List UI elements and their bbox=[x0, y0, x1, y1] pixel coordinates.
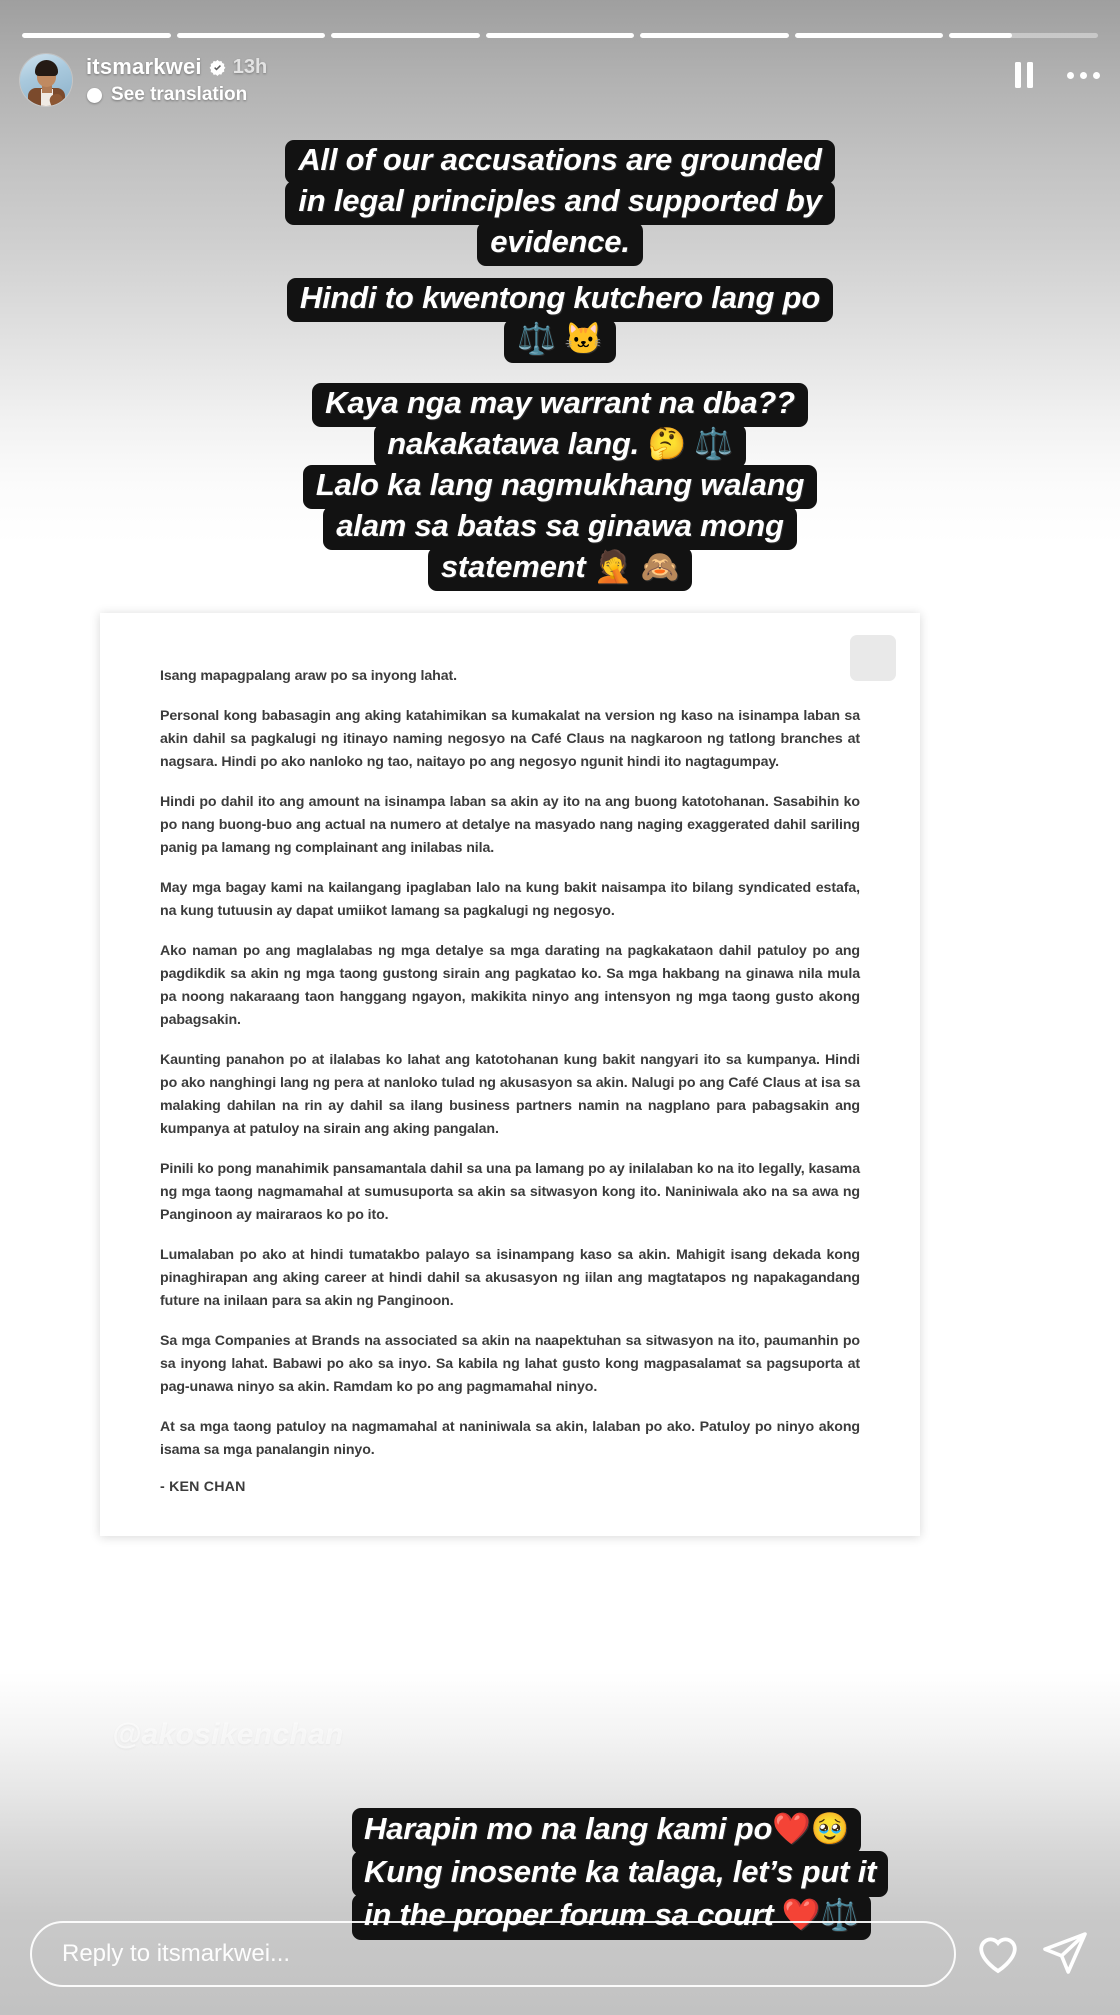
sticker-line: alam sa batas sa ginawa mong bbox=[323, 506, 797, 550]
document-paragraph: Hindi po dahil ito ang amount na isinampa laban sa akin ay ito na ang buong katotohanan. Sasabihin ko po nang buong-buo ang actual na numero at detalye na masyado nang naging exaggerated dahil sariling panig pa lamang ng complainant ang inilabas nila. bbox=[160, 794, 860, 856]
header-actions bbox=[1015, 52, 1100, 88]
sticker-line: in the proper forum sa court ❤️⚖️ bbox=[352, 1894, 871, 1940]
progress-segment bbox=[640, 33, 789, 38]
translate-dot-icon bbox=[87, 88, 102, 103]
emoji: 🤦 bbox=[593, 548, 633, 584]
sticker-line: evidence. bbox=[477, 222, 643, 266]
send-icon[interactable] bbox=[1040, 1930, 1090, 1978]
progress-segment bbox=[949, 33, 1098, 38]
progress-segment bbox=[486, 33, 635, 38]
more-options-icon[interactable] bbox=[1067, 72, 1100, 79]
sticker-line: Kaya nga may warrant na dba?? bbox=[312, 383, 808, 427]
document-paragraph: Sa mga Companies at Brands na associated sa akin na naapektuhan sa sitwasyon na ito, paumanhin po sa inyong lahat. Babawi po ako sa inyo. Sa kabila ng lahat gusto kong magpasalamat sa pagsuporta at pag-unawa ninyo sa akin. Ramdam ko po ang pagmamahal ninyo. bbox=[160, 1333, 860, 1395]
emoji: ⚖️ bbox=[517, 320, 556, 356]
see-translation-row[interactable] bbox=[87, 84, 267, 106]
avatar[interactable] bbox=[20, 54, 72, 106]
sticker-line bbox=[504, 319, 615, 363]
progress-segment bbox=[795, 33, 944, 38]
progress-segment bbox=[22, 33, 171, 38]
verified-badge-icon bbox=[209, 59, 226, 76]
document-paragraph: Isang mapagpalang araw po sa inyong lahat. bbox=[160, 668, 457, 684]
emoji: 🐱 bbox=[564, 320, 603, 356]
header-meta bbox=[86, 52, 267, 106]
emoji: ❤️🥹 bbox=[772, 1811, 850, 1846]
story-reply-bar bbox=[0, 1917, 1120, 1991]
mention-sticker[interactable]: @akosikenchan bbox=[112, 1718, 344, 1751]
story-progress-bar bbox=[22, 33, 1098, 38]
username[interactable]: itsmarkwei bbox=[86, 54, 202, 79]
document-corner-marker bbox=[850, 635, 896, 681]
sticker-line: All of our accusations are grounded bbox=[285, 140, 835, 184]
text-sticker-accusations[interactable] bbox=[0, 140, 1120, 266]
see-translation-label[interactable]: See translation bbox=[111, 84, 248, 105]
document-body bbox=[160, 665, 860, 1462]
heart-icon[interactable] bbox=[974, 1930, 1022, 1978]
emoji: ❤️⚖️ bbox=[781, 1896, 859, 1932]
reply-input[interactable] bbox=[30, 1921, 956, 1987]
text-sticker-kwentong-kutchero[interactable] bbox=[0, 278, 1120, 363]
emoji: 🙈 bbox=[640, 548, 680, 584]
document-paragraph: Lumalaban po ako at hindi tumatakbo palayo sa isinampang kaso sa akin. Mahigit isang dekada kong pinaghirapan ang aking career at hindi dahil sa akusasyon ng iilan ang magtatapos ng napakagandang future na inilaan para sa akin ng Panginoon. bbox=[160, 1247, 860, 1309]
sticker-line: nakakatawa lang. 🤔 ⚖️ bbox=[374, 424, 745, 468]
sticker-line: Hindi to kwentong kutchero lang po bbox=[287, 278, 833, 322]
text-sticker-warrant[interactable] bbox=[0, 383, 1120, 591]
avatar-hair bbox=[35, 60, 58, 76]
sticker-line: Kung inosente ka talaga, let’s put it bbox=[352, 1851, 888, 1897]
emoji: ⚖️ bbox=[694, 425, 733, 461]
sticker-line: Harapin mo na lang kami po❤️🥹 bbox=[352, 1808, 861, 1854]
story-timestamp: 13h bbox=[232, 55, 268, 78]
document-paragraph: Pinili ko pong manahimik pansamantala dahil sa una pa lamang po ay inilalaban ko na ito legally, kasama ng mga taong nagmamahal at sumusuporta sa akin sa sitwasyon kong ito. Naniniwala ako na sa awa ng Panginoon ay mairaraos ko po ito. bbox=[160, 1161, 860, 1223]
header-identity-row bbox=[86, 54, 267, 80]
story-header bbox=[20, 52, 1100, 126]
document-paragraph: Ako naman po ang maglalabas ng mga detalye sa mga darating na pagkakataon dahil patuloy po ang pagdikdik sa akin ng mga taong gustong sirain ang pagkatao ko. Sa mga hakbang na ginawa nila mula pa noong nakaraang taon hanggang ngayon, makikita ninyo ang intensyon ng mga taong gusto akong pabagsakin. bbox=[160, 943, 860, 1028]
document-paragraph: Personal kong babasagin ang aking katahimikan sa kumakalat na version ng kaso na isinampa laban sa akin dahil sa pagkalugi ng itinayo naming negosyo na Café Claus na nagkaroon ng tatlong branches at nagsara. Hindi po ako nanloko ng tao, naitayo po ang negosyo ngunit hindi ito nagtagumpay. bbox=[160, 708, 860, 770]
progress-segment bbox=[177, 33, 326, 38]
sticker-line: Lalo ka lang nagmukhang walang bbox=[303, 465, 817, 509]
emoji: 🤔 bbox=[647, 425, 686, 461]
sticker-line: statement 🤦 🙈 bbox=[428, 547, 692, 591]
document-signature: - KEN CHAN bbox=[160, 1479, 246, 1495]
document-paragraph: At sa mga taong patuloy na nagmamahal at naniniwala sa akin, lalaban po ako. Patuloy po ninyo akong isama sa mga panalangin ninyo. bbox=[160, 1419, 860, 1458]
statement-document[interactable] bbox=[100, 613, 920, 1536]
pause-icon[interactable] bbox=[1015, 62, 1033, 88]
document-paragraph: Kaunting panahon po at ilalabas ko lahat ang katotohanan kung bakit nangyari ito sa kumpanya. Hindi po ako nanghingi lang ng pera at nanloko tulad ng akusasyon sa akin. Nalugi po ang Café Claus at isa sa malaking dahilan na rin ay dahil sa ilang business partners namin na nagplano para pabagsakin ang kumpanya at patuloy na sirain ang aking pangalan. bbox=[160, 1052, 860, 1137]
document-paragraph: May mga bagay kami na kailangang ipaglaban lalo na kung bakit naisampa ito bilang syndicated estafa, na kung tutuusin ay dapat umiikot lamang sa pagkalugi ng negosyo. bbox=[160, 880, 860, 919]
progress-segment bbox=[331, 33, 480, 38]
sticker-line: in legal principles and supported by bbox=[285, 181, 834, 225]
